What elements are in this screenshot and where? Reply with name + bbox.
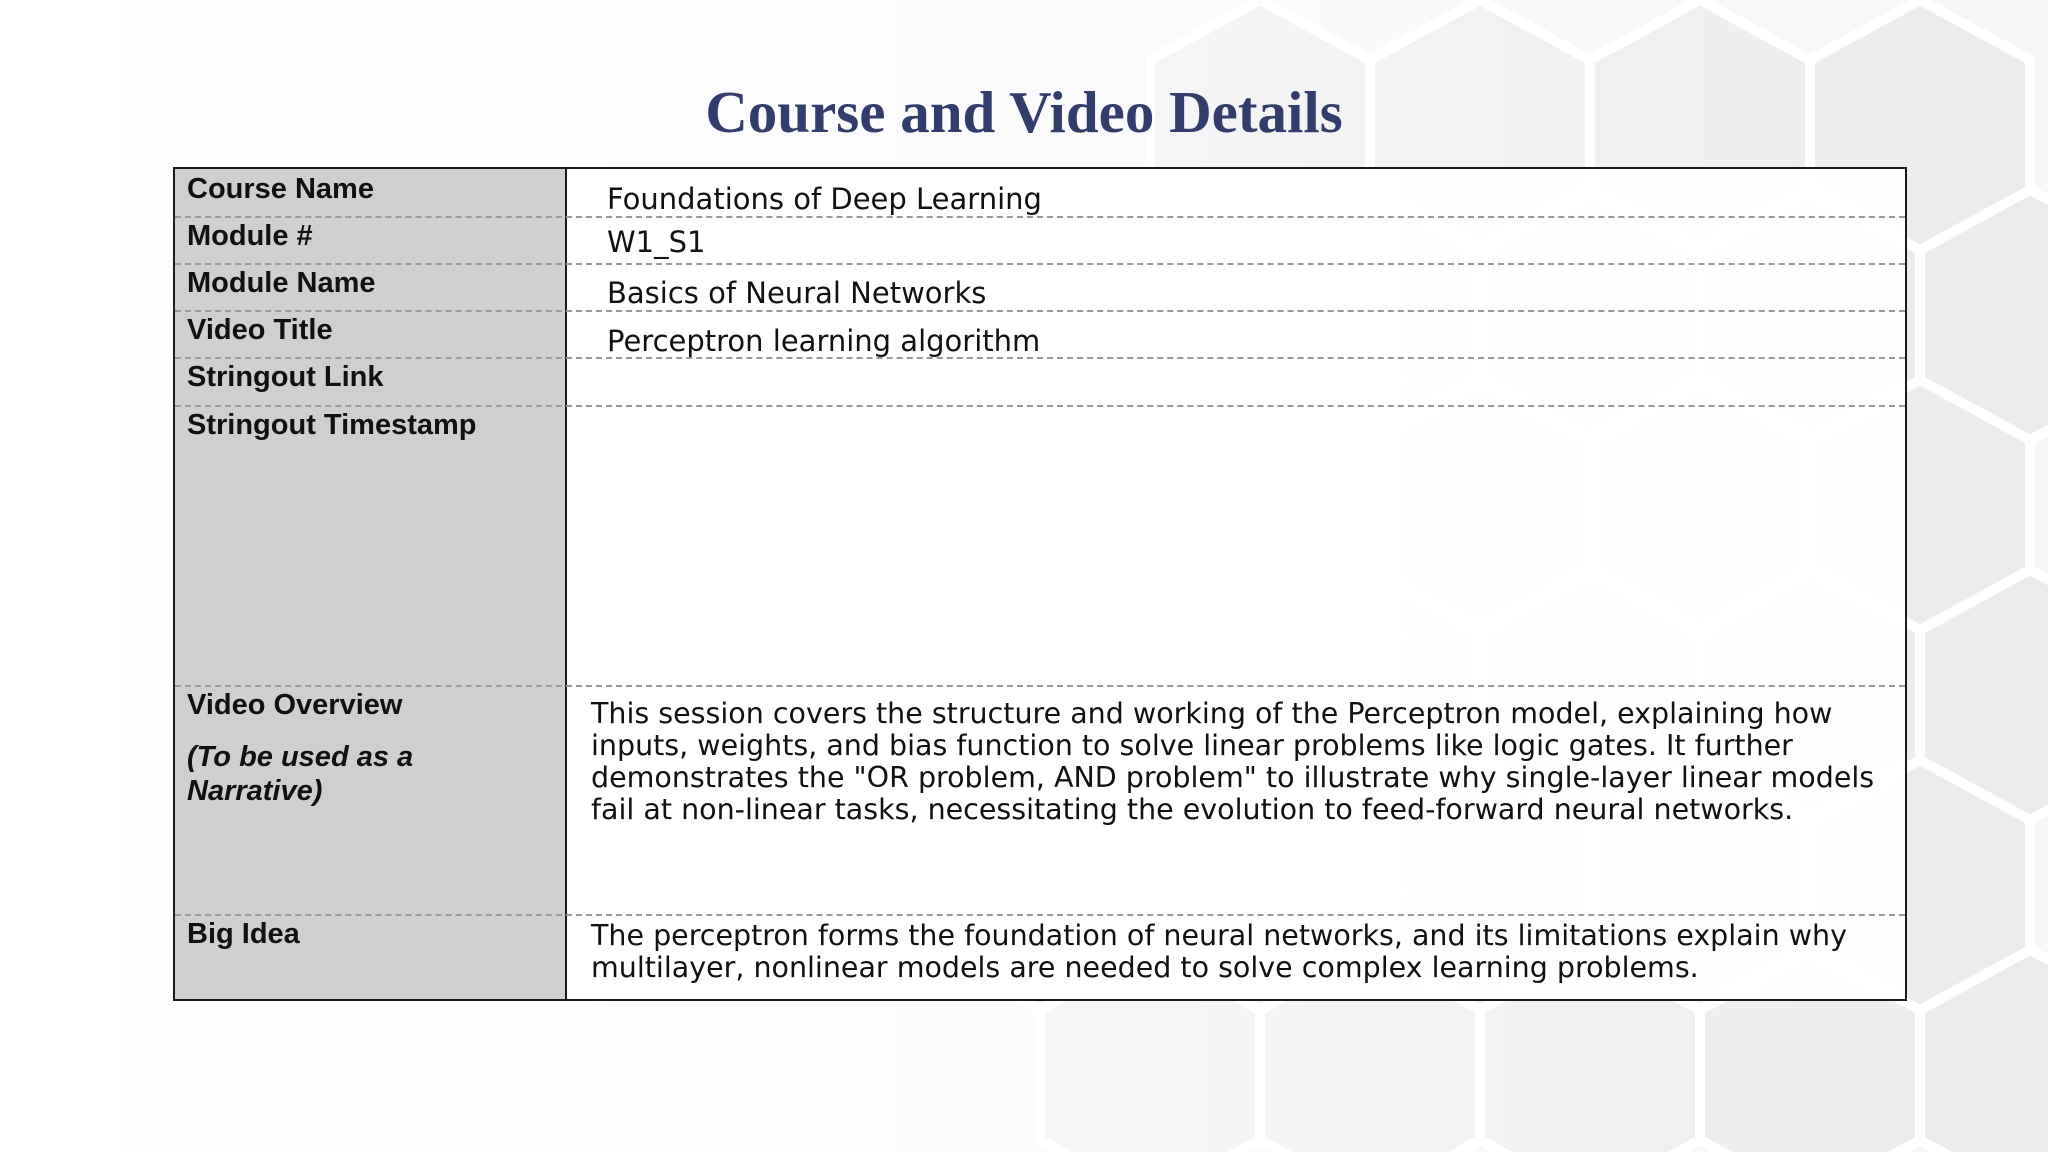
- stringout-link-label: Stringout Link: [187, 361, 384, 393]
- row-divider: [175, 310, 1905, 312]
- module-name-label: Module Name: [187, 267, 376, 299]
- row-divider: [175, 216, 1905, 218]
- big-idea-value: The perceptron forms the foundation of neural networks, and its limitations explain why multilayer, nonlinear models are needed to solve complex learning problems.: [591, 919, 1847, 984]
- page-title: Course and Video Details: [705, 79, 1343, 145]
- video-overview-value: This session covers the structure and working of the Perceptron model, explaining how inputs, weights, and bias function to solve linear problems like logic gates. It further demonstrates the "OR problem, AND problem" to illustrate why single-layer linear models fail at non-linear tasks, necessitating the evolution to feed-forward neural networks.: [591, 697, 1875, 826]
- row-divider: [175, 685, 1905, 687]
- row-divider: [175, 914, 1905, 916]
- video-title-label: Video Title: [187, 314, 333, 346]
- module-name-value: Basics of Neural Networks: [607, 276, 987, 310]
- video-overview-sublabel: (To be used as a Narrative): [187, 741, 414, 807]
- course-name-label: Course Name: [187, 173, 374, 205]
- video-title-value: Perceptron learning algorithm: [607, 324, 1041, 358]
- course-details-table: [173, 167, 1907, 1001]
- stringout-timestamp-label: Stringout Timestamp: [187, 409, 477, 441]
- row-divider: [175, 263, 1905, 265]
- course-name-value: Foundations of Deep Learning: [607, 182, 1042, 216]
- module-number-value: W1_S1: [607, 225, 706, 259]
- big-idea-label: Big Idea: [187, 918, 300, 950]
- video-overview-label: Video Overview: [187, 689, 403, 721]
- module-number-label: Module #: [187, 220, 313, 252]
- row-divider: [175, 405, 1905, 407]
